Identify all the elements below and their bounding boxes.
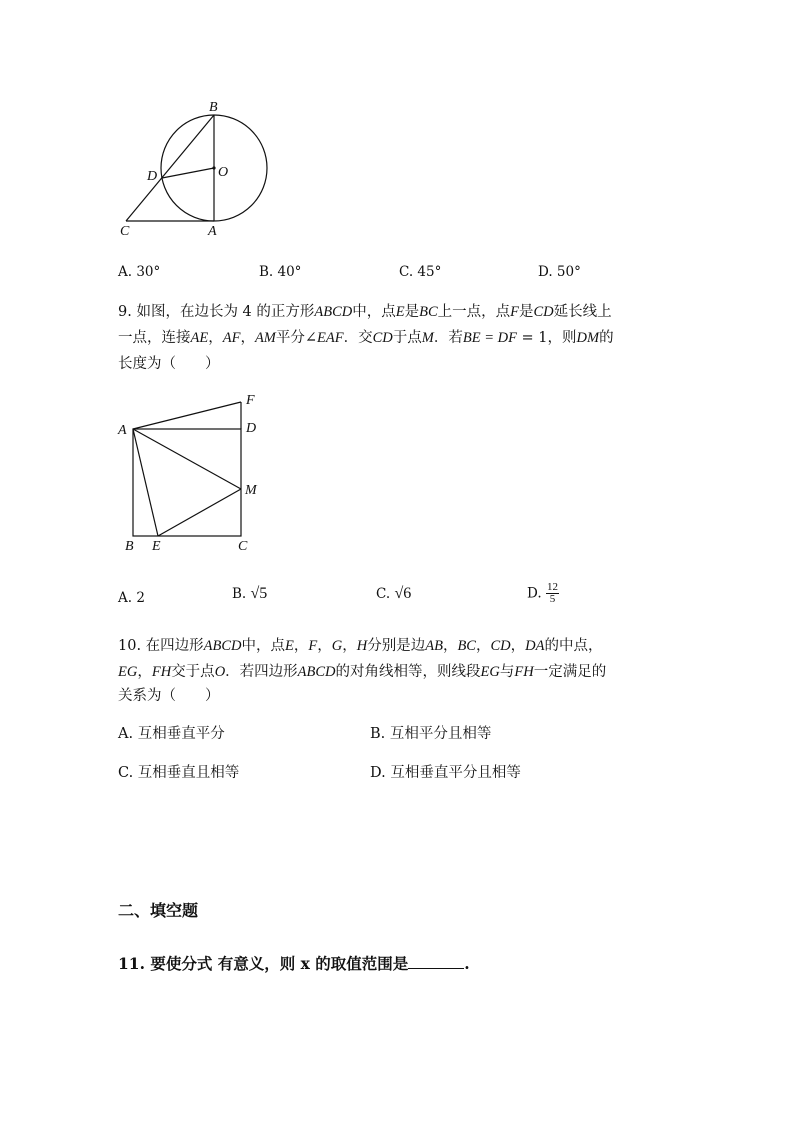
- q8-option-b: B. 40°: [259, 264, 302, 280]
- q10-line-1: 10. 在四边形ABCD中，点E，F，G，H分别是边AB，BC，CD，DA的中点，: [118, 638, 603, 654]
- q9-option-b: B. √5: [232, 585, 268, 602]
- q10-option-d: D. 互相垂直平分且相等: [370, 765, 521, 781]
- q10-line-3: 关系为（ ）: [118, 688, 220, 704]
- center-dot: [212, 166, 215, 169]
- q10-option-c: C. 互相垂直且相等: [118, 765, 240, 781]
- segment-ae: [133, 429, 158, 536]
- label-b: B: [209, 100, 218, 115]
- line-do: [162, 168, 214, 178]
- label-a: A: [118, 423, 127, 438]
- sqrt-6: √6: [394, 585, 412, 602]
- q9-line-3: 长度为（ ）: [118, 356, 220, 372]
- q10-option-a: A. 互相垂直平分: [118, 726, 225, 742]
- label-o: O: [218, 165, 229, 180]
- q9-line-2: 一点，连接AE，AF，AM平分∠EAF．交CD于点M．若BE = DF = 1，则DM的: [118, 330, 614, 346]
- fraction-12-5: $\frac{12}{5}$: [546, 581, 558, 605]
- label-a: A: [208, 224, 217, 239]
- question-11: 11. 要使分式 有意义，则 x 的取值范围是 .: [118, 954, 470, 973]
- label-c: C: [120, 224, 130, 239]
- q9-option-a: A. 2: [118, 590, 145, 606]
- square-figure: [112, 390, 272, 558]
- segment-em: [158, 489, 241, 536]
- label-f: F: [246, 393, 255, 408]
- line-bc: [126, 115, 214, 221]
- segment-af: [133, 402, 241, 429]
- q10-line-2: EG，FH交于点O．若四边形ABCD的对角线相等，则线段EG与FH一定满足的: [118, 664, 607, 680]
- q10-option-b: B. 互相平分且相等: [370, 726, 492, 742]
- sqrt-5: √5: [250, 585, 268, 602]
- q9-option-d: D. $\frac{12}{5}$: [527, 581, 558, 605]
- answer-blank[interactable]: [408, 954, 464, 969]
- label-d: D: [147, 169, 158, 184]
- label-e: E: [152, 539, 161, 554]
- label-d: D: [246, 421, 257, 436]
- section-title: 二、填空题: [118, 901, 199, 920]
- label-c: C: [238, 539, 248, 554]
- label-b: B: [125, 539, 134, 554]
- q9-option-c: C. √6: [376, 585, 412, 602]
- q8-option-d: D. 50°: [538, 264, 581, 280]
- label-m: M: [245, 483, 257, 498]
- segment-am: [133, 429, 241, 489]
- q8-option-a: A. 30°: [118, 264, 161, 280]
- q9-line-1: 9. 如图，在边长为 4 的正方形ABCD中，点E是BC上一点，点F是CD延长线上: [118, 304, 612, 320]
- circle-figure: [110, 95, 290, 245]
- q8-option-c: C. 45°: [399, 264, 442, 280]
